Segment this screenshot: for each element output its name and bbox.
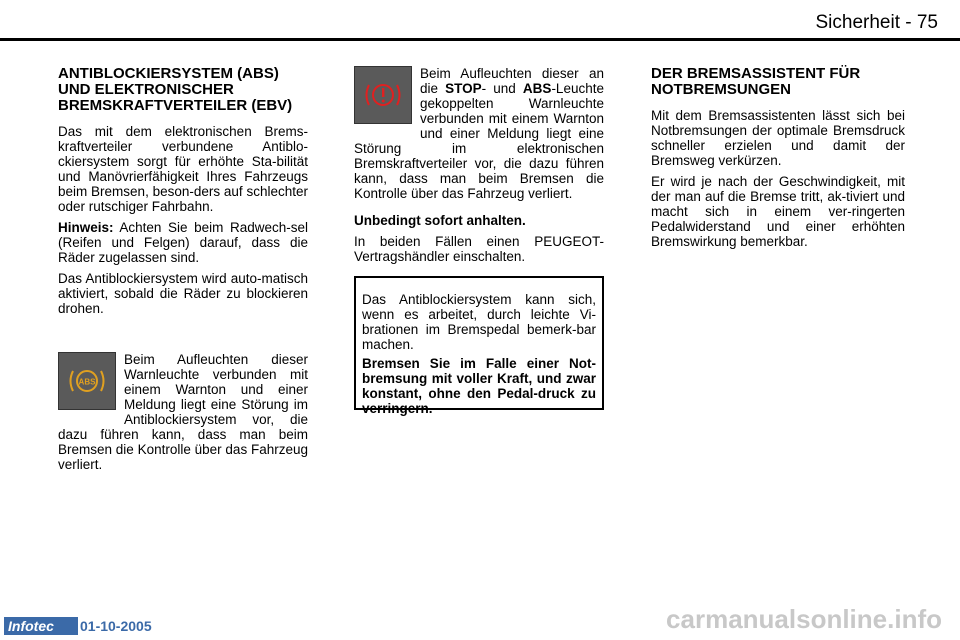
abs-activation: Das Antiblockiersystem wird auto-matisch aktiviert, sobald die Räder zu blockieren drohen. [58,271,308,316]
notice-box [354,276,604,416]
column-brake-assist [651,66,905,255]
abs-icon-label: ABS [78,377,96,387]
abs-intro: Das mit dem elektronischen Brems-kraftverteiler verbundene Antiblo-ckiersystem sorgt für erhöhte Sta-bilität und Manövrierfähigkeit Ihres Fahrzeugs beim Bremsen, beson-ders auf schlechter oder rutschiger Fahrbahn. [58,124,308,214]
watermark: carmanualsonline.info [666,604,942,634]
abs-fault-text: Beim Aufleuchten dieser Warnleuchte verbunden mit einem Warnton und einer Meldung liegt eine Störung im Antiblockiersystem vor, die dazu führen kann, dass man beim Bremsen die Kontrolle über das Fahrzeug verliert. [58,352,308,472]
notice-emergency: Bremsen Sie im Falle einer Not-bremsung mit voller Kraft, und zwar konstant, ohne den Pedal-druck zu verringern. [362,356,596,416]
brake-assist-intro: Mit dem Bremsassistenten lässt sich bei Notbremsungen der optimale Bremsdruck schneller erzielen und damit der Bremsweg verkürzen. [651,108,905,168]
stop-label: STOP [445,81,482,96]
abs-warning-icon [58,352,116,410]
dealer-note: In beiden Fällen einen PEUGEOT-Vertragshändler einschalten. [354,234,604,264]
abs-label: ABS [522,81,552,96]
hint-text: Achten Sie beim Radwech-sel (Reifen und Felgen) darauf, dass die Räder zugelassen sind. [58,220,308,265]
abs-heading: ANTIBLOCKIERSYSTEM (ABS) UND ELEKTRONISCHER BREMSKRAFTVERTEILER (EBV) [58,65,293,114]
column-abs [58,66,308,478]
page-header: Sicherheit - 75 [815,12,938,33]
column-ebv [354,66,604,270]
notice-vibration: Das Antiblockiersystem kann sich, wenn es arbeitet, durch leichte Vi-brationen im Bremspedal bemerk-bar machen. [362,292,596,352]
ebv-fault-text: Beim Aufleuchten dieser an die STOP- und ABS-Leuchte gekoppelten Warnleuchte verbunden mit einem Warnton und einer Meldung liegt eine Störung im elektronischen Bremskraftverteiler vor, die dazu führen kann, dass man beim Bremsen die Kontrolle über das Fahrzeug verliert. [354,66,604,201]
stop-immediately: Unbedingt sofort anhalten. [354,213,526,228]
brake-assist-heading: DER BREMSASSISTENT FÜR NOTBREMSUNGEN [651,65,861,98]
abs-hint [58,220,308,265]
infotec-logo: Infotec [4,617,78,635]
brake-warning-icon [354,66,412,124]
footer-date: 01-10-2005 [80,618,152,634]
header-rule [0,38,960,41]
hint-label: Hinweis: [58,220,114,235]
brake-assist-detail: Er wird je nach der Geschwindigkeit, mit der man auf die Bremse tritt, ak-tiviert und macht sich in einem ver-ringerten Pedalwiderstand und einer erhöhten Bremswirkung bemerkbar. [651,174,905,249]
